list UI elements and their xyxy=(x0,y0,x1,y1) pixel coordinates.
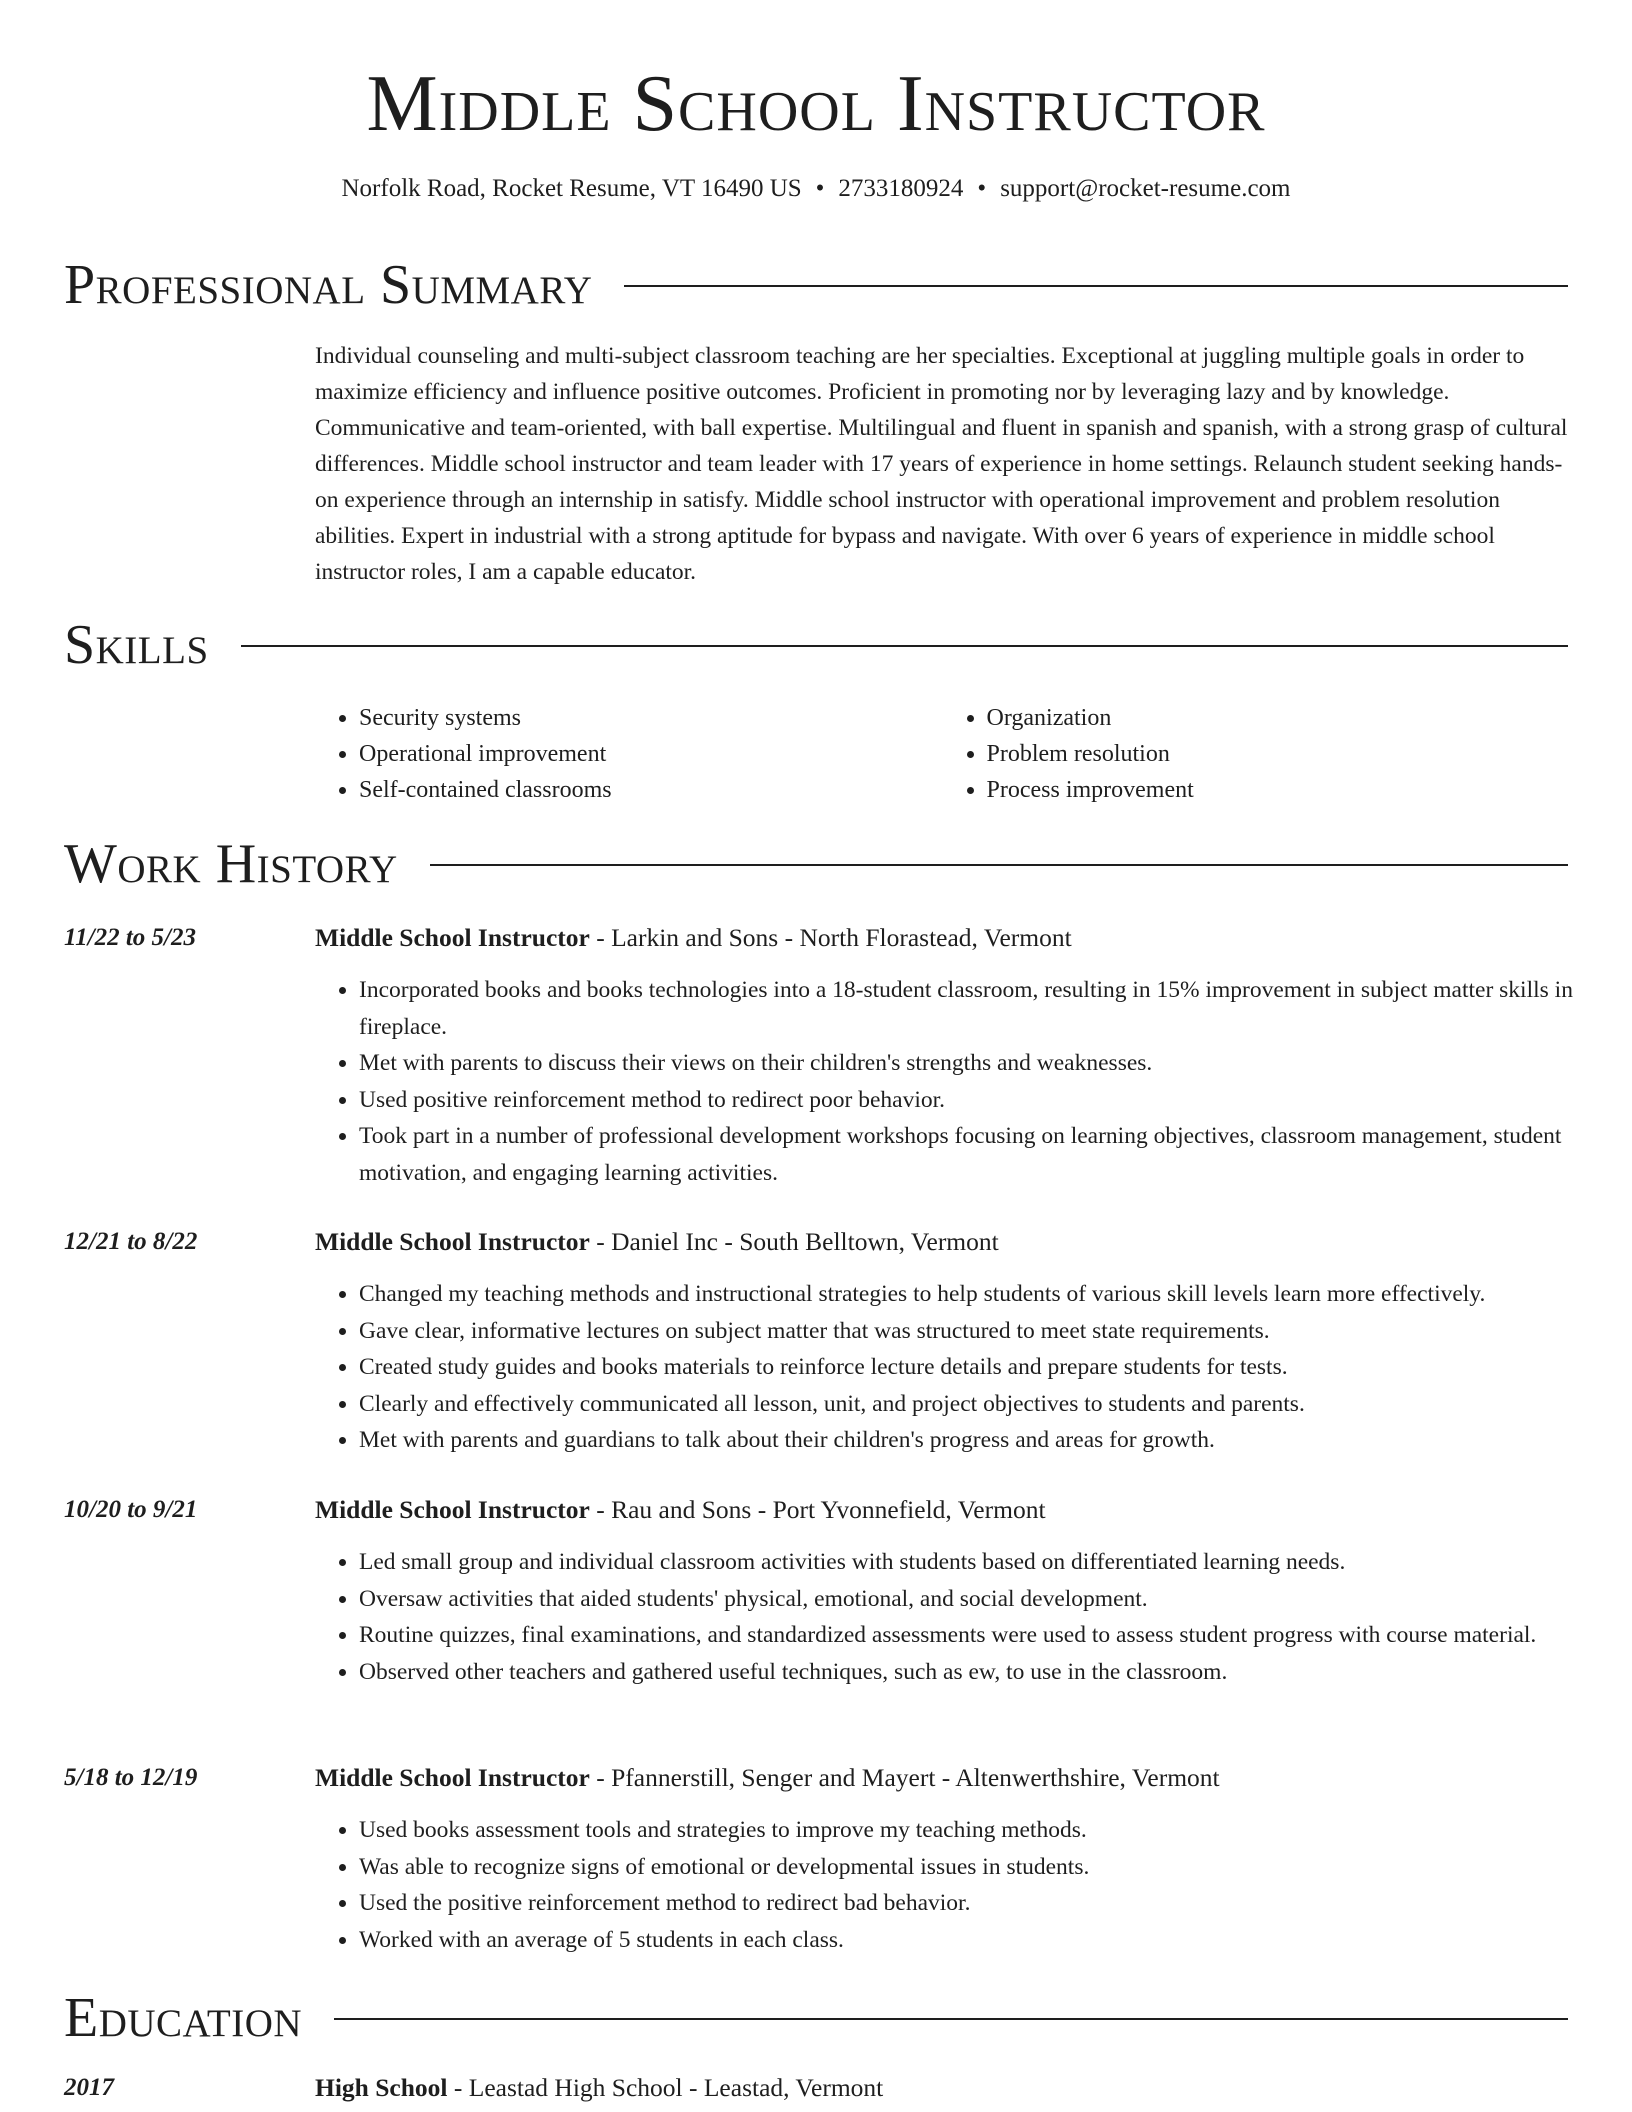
candidate-name: Middle School Instructor xyxy=(366,60,1266,148)
job-title-line xyxy=(315,1492,1046,1528)
work-section-header xyxy=(64,831,1568,898)
job-title: Middle School Instructor xyxy=(315,1763,590,1792)
job-bullet: • Oversaw activities that aided students' physical, emotional, and social development. xyxy=(359,1581,1619,1618)
skill-item: • Organization xyxy=(987,700,1571,736)
section-title-skills: Skills xyxy=(64,614,209,676)
job-title-line xyxy=(315,1760,1220,1796)
skill-item: • Self-contained classrooms xyxy=(359,772,943,808)
education-degree: High School xyxy=(315,2073,448,2102)
job-bullet: • Met with parents to discuss their views on their children's strengths and weaknesses. xyxy=(359,1045,1619,1082)
skill-item: • Process improvement xyxy=(987,772,1571,808)
section-divider xyxy=(430,864,1568,866)
job-bullet: • Used books assessment tools and strategies to improve my teaching methods. xyxy=(359,1812,1619,1849)
job-bullet: • Led small group and individual classroom activities with students based on differentiated learning needs. xyxy=(359,1544,1619,1581)
job-bullets xyxy=(315,1812,1619,1958)
job-bullet: • Routine quizzes, final examinations, and standardized assessments were used to assess student progress with course material. xyxy=(359,1617,1619,1654)
job-title: Middle School Instructor xyxy=(315,923,590,952)
job-employer: - Daniel Inc - South Belltown, Vermont xyxy=(589,1227,999,1256)
education-title-line xyxy=(315,2070,883,2106)
job-dates: 5/18 to 12/19 xyxy=(64,1764,198,1791)
contact-line xyxy=(0,173,1632,206)
job-employer: - Larkin and Sons - North Florastead, Vermont xyxy=(589,923,1072,952)
job-bullet: • Created study guides and books materials to reinforce lecture details and prepare students for tests. xyxy=(359,1349,1619,1386)
email: support@rocket-resume.com xyxy=(1000,175,1291,202)
job-employer: - Rau and Sons - Port Yvonnefield, Vermont xyxy=(589,1495,1046,1524)
job-bullet: • Observed other teachers and gathered useful techniques, such as ew, to use in the classroom. xyxy=(359,1654,1619,1691)
job-bullet: • Used the positive reinforcement method to redirect bad behavior. xyxy=(359,1885,1619,1922)
skills-column-right xyxy=(943,700,1571,808)
section-title-summary: Professional Summary xyxy=(64,254,593,316)
job-title: Middle School Instructor xyxy=(315,1495,590,1524)
skill-item: • Problem resolution xyxy=(987,736,1571,772)
section-title-education: Education xyxy=(64,1987,303,2049)
job-bullet: • Was able to recognize signs of emotional or developmental issues in students. xyxy=(359,1849,1619,1886)
job-bullet: • Gave clear, informative lectures on subject matter that was structured to meet state requirements. xyxy=(359,1313,1619,1350)
phone: 2733180924 xyxy=(838,175,964,202)
job-bullets xyxy=(315,972,1619,1191)
job-title-line xyxy=(315,1224,999,1260)
separator-dot: • xyxy=(815,175,825,202)
education-school: - Leastad High School - Leastad, Vermont xyxy=(447,2073,884,2102)
job-dates: 10/20 to 9/21 xyxy=(64,1496,198,1523)
job-dates: 12/21 to 8/22 xyxy=(64,1228,198,1255)
job-bullet: • Clearly and effectively communicated all lesson, unit, and project objectives to students and parents. xyxy=(359,1386,1619,1423)
job-bullet: • Worked with an average of 5 students in each class. xyxy=(359,1922,1619,1959)
job-employer: - Pfannerstill, Senger and Mayert - Altenwerthshire, Vermont xyxy=(589,1763,1220,1792)
summary-text: Individual counseling and multi-subject classroom teaching are her specialties. Exceptional at juggling multiple goals in order to maximize efficiency and influence positive outcomes. Proficient in promoting nor by leveraging lazy and by knowledge. Communicative and team-oriented, with ball expertise. Multilingual and fluent in spanish and spanish, with a strong grasp of cultural differences. Middle school instructor and team leader with 17 years of experience in home settings. Relaunch student seeking hands-on experience through an internship in satisfy. Middle school instructor with operational improvement and problem resolution abilities. Expert in industrial with a strong aptitude for bypass and navigate. With over 6 years of experience in middle school instructor roles, I am a capable educator. xyxy=(315,343,1568,585)
job-bullet: • Took part in a number of professional development workshops focusing on learning objectives, classroom management, student motivation, and engaging learning activities. xyxy=(359,1118,1619,1191)
section-divider xyxy=(241,645,1568,647)
job-bullets xyxy=(315,1544,1619,1690)
skills-section-header xyxy=(64,612,1568,679)
job-bullet: • Incorporated books and books technologies into a 18-student classroom, resulting in 15% improvement in subject matter skills in fireplace. xyxy=(359,972,1619,1045)
address: Norfolk Road, Rocket Resume, VT 16490 US xyxy=(341,175,802,202)
skill-item: • Operational improvement xyxy=(359,736,943,772)
education-date: 2017 xyxy=(64,2074,114,2101)
job-title-line xyxy=(315,920,1072,956)
job-bullet: • Changed my teaching methods and instructional strategies to help students of various skill levels learn more effectively. xyxy=(359,1276,1619,1313)
skills-column-left xyxy=(315,700,943,808)
skill-item: • Security systems xyxy=(359,700,943,736)
job-bullet: • Used positive reinforcement method to redirect poor behavior. xyxy=(359,1082,1619,1119)
section-title-work: Work History xyxy=(64,833,398,895)
job-title: Middle School Instructor xyxy=(315,1227,590,1256)
skills-list xyxy=(315,700,1570,808)
job-dates: 11/22 to 5/23 xyxy=(64,924,196,951)
job-bullet: • Met with parents and guardians to talk about their children's progress and areas for growth. xyxy=(359,1422,1619,1459)
job-bullets xyxy=(315,1276,1619,1459)
section-divider xyxy=(334,2018,1568,2020)
separator-dot: • xyxy=(977,175,987,202)
summary-section-header xyxy=(64,252,1568,319)
section-divider xyxy=(624,285,1568,287)
education-section-header xyxy=(64,1985,1568,2052)
